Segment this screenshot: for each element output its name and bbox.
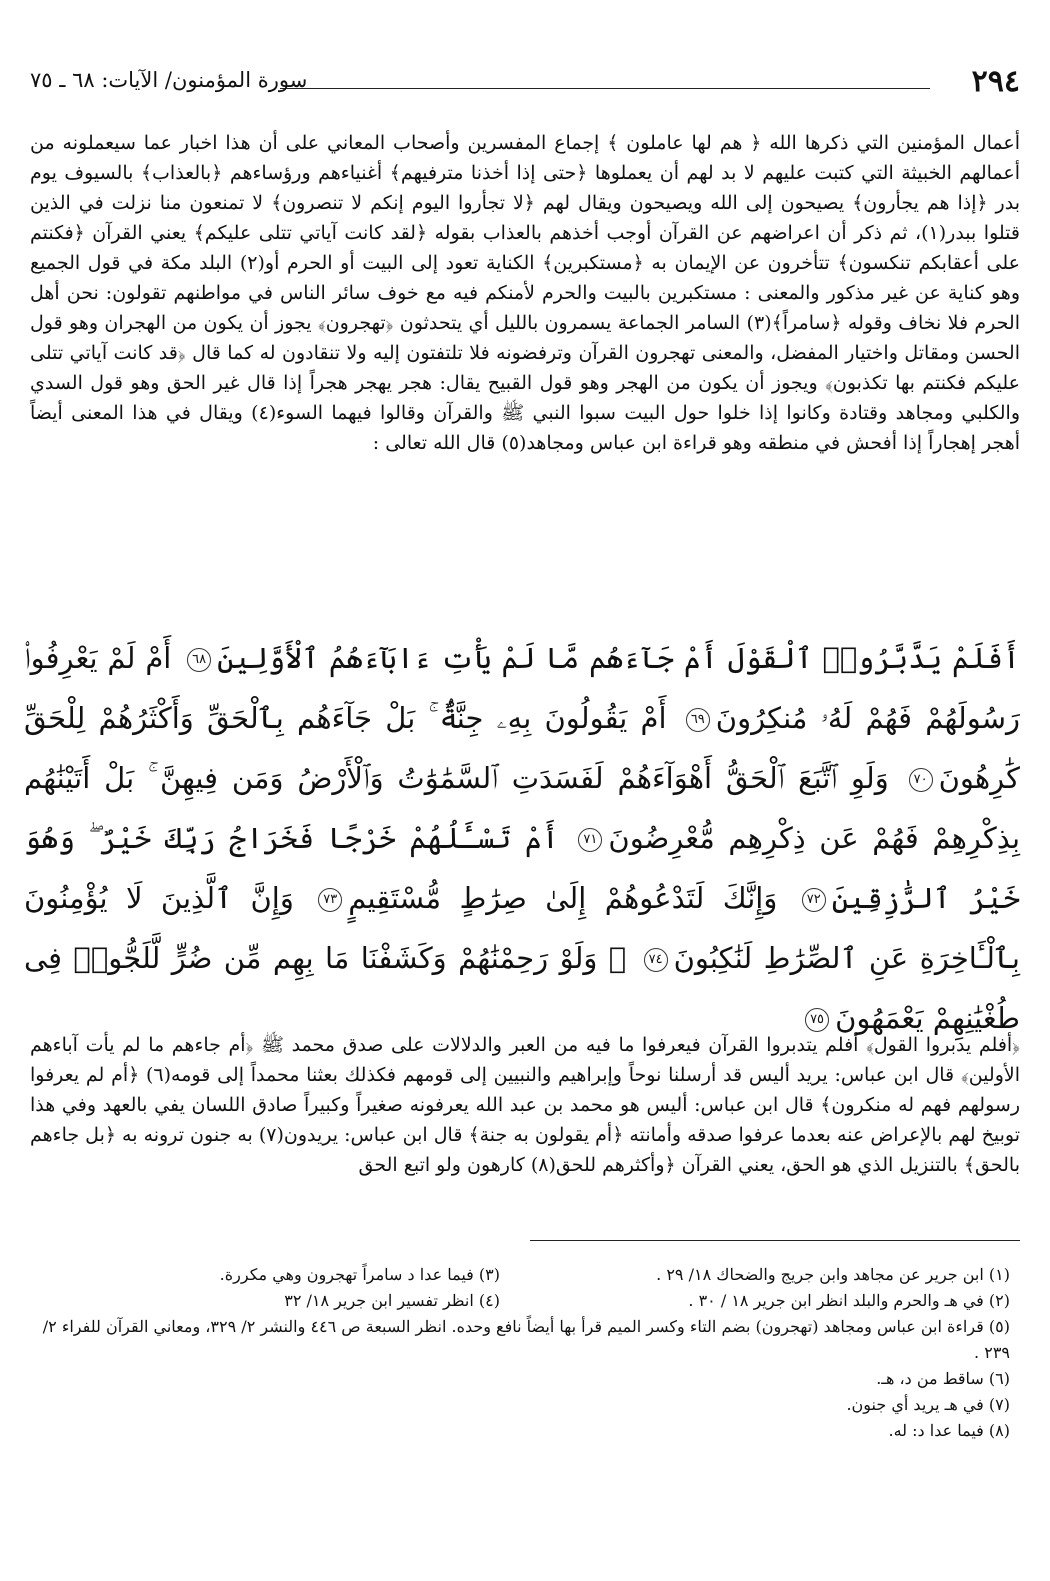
verse-text: وَإِنَّكَ لَتَدْعُوهُمْ إِلَىٰ صِرَٰطٍ مُّسْتَقِيمٍ (348, 881, 778, 915)
verse-number: ٧٥ (805, 1008, 829, 1032)
verse-text: وَلَوِ ٱتَّبَعَ ٱلْحَقُّ أَهْوَآءَهُمْ لَفَسَدَتِ ٱلسَّمَٰوَٰتُ وَٱلْأَرْضُ وَمَن فِيهِنَّ ۚ بَلْ أَتَيْنَٰهُم بِذِكْرِهِمْ فَهُمْ عَن ذِكْرِهِم مُّعْرِضُونَ (24, 761, 1021, 855)
verse-text: أَفَلَمْ يَدَّبَّرُوا۟ ٱلْقَوْلَ أَمْ جَآءَهُم مَّا لَمْ يَأْتِ ءَابَآءَهُمُ ٱلْأَوَّلِينَ (217, 641, 1020, 675)
verse-number: ٦٩ (686, 708, 710, 732)
tafsir-text (30, 1030, 1020, 1180)
verse-number: ٦٨ (187, 648, 211, 672)
footnote-row (30, 1262, 1010, 1314)
footnote-5: (٥) قراءة ابن عباس ومجاهد (تهجرون) بضم التاء وكسر الميم قرأ بها أيضاً نافع وحده. انظر السبعة ص ٤٤٦ والنشر ٢/ ٣٢٩، ومعاني القرآن للفراء ٢/ ٢٣٩ . (42, 1317, 1010, 1362)
footnote-1: (١) ابن جرير عن مجاهد وابن جريج والضحاك ١٨/ ٢٩ . (656, 1265, 1010, 1284)
page-number: ٢٩٤ (971, 64, 1020, 99)
verse-text: وَإِنَّ ٱلَّذِينَ لَا يُؤْمِنُونَ بِٱلْـَٔاخِرَةِ عَنِ ٱلصِّرَٰطِ لَنَٰكِبُونَ (24, 881, 1020, 975)
verse-text: أَمْ يَقُولُونَ بِهِۦ جِنَّةٌۢ ۚ بَلْ جَآءَهُم بِٱلْحَقِّ وَأَكْثَرُهُمْ لِلْحَقِّ كَٰرِهُونَ (24, 701, 1020, 795)
footnote-3: (٣) فيما عدا د سامراً تهجرون وهي مكررة. (219, 1265, 500, 1284)
header-rule (280, 88, 930, 89)
footnote-4: (٤) انظر تفسير ابن جرير ١٨/ ٣٢ (284, 1291, 500, 1310)
tafsir-paragraph: ﴿أفلم يدبروا القول﴾ أفلم يتدبروا القرآن فيعرفوا ما فيه من العبر والدلالات على صدق محمد ﷺ ﴿أم جاءهم ما لم يأت آباءهم الأولين﴾ قال ابن عباس: يريد أليس قد أرسلنا نوحاً وإبراهيم والنبيين إلى قومهم فكذلك بعثنا محمداً إلى قومه(٦) ﴿أم لم يعرفوا رسولهم فهم له منكرون﴾ قال ابن عباس: أليس هو محمد بن عبد الله يعرفونه صغيراً وكبيراً صادق اللسان يفي بالعهد وفي هذا توبيخ لهم بالإعراض عنه بعدما عرفوا صدقه وأمانته ﴿أم يقولون به جنة﴾ قال ابن عباس: يريدون(٧) به جنون ترونه به ﴿بل جاءهم بالحق﴾ بالتنزيل الذي هو الحق، يعني القرآن ﴿وأكثرهم للحق(٨) كارهون ولو اتبع الحق (30, 1034, 1020, 1176)
quran-verses (24, 628, 1020, 1048)
verse-number: ٧٠ (909, 768, 933, 792)
surah-title: سورة المؤمنون/ الآيات: ٦٨ ـ ٧٥ (30, 68, 308, 92)
verse-number: ٧٢ (802, 888, 826, 912)
verse-text: أَمْ لَمْ يَعْرِفُوا۟ رَسُولَهُمْ فَهُمْ لَهُۥ مُنكِرُونَ (24, 641, 1021, 735)
footnote-8: (٨) فيما عدا د: له. (888, 1421, 1010, 1440)
verse-number: ٧١ (578, 828, 602, 852)
footnotes (30, 1262, 1010, 1444)
footnote-7: (٧) في هـ يريد أي جنون. (846, 1395, 1010, 1414)
verse-number: ٧٣ (318, 888, 342, 912)
footnote-2: (٢) في هـ والحرم والبلد انظر ابن جرير ١٨ / ٣٠ . (688, 1291, 1010, 1310)
footnote-rule (530, 1240, 1020, 1241)
verse-number: ٧٤ (644, 948, 668, 972)
verse-text: أَمْ تَسْـَٔلُهُمْ خَرْجًا فَخَرَاجُ رَبِّكَ خَيْرٌ ۖ وَهُوَ خَيْرُ ٱلرَّٰزِقِينَ (24, 821, 1021, 915)
commentary-paragraph: أعمال المؤمنين التي ذكرها الله ﴿ هم لها عاملون ﴾ إجماع المفسرين وأصحاب المعاني على أن هذا اخبار عما سيعملونه من أعمالهم الخبيثة التي كتبت عليهم لا بد لهم أن يعملوها ﴿حتى إذا أخذنا مترفيهم﴾ أغنياءهم ورؤساءهم ﴿بالعذاب﴾ بالسيوف يوم بدر ﴿إذا هم يجأرون﴾ يصيحون إلى الله ويصيحون ويقال لهم ﴿لا تجأروا اليوم إنكم لا تنصرون﴾ لا تمنعون منا نزلت في الذين قتلوا ببدر(١)، ثم ذكر أن اعراضهم عن القرآن أوجب أخذهم بالعذاب بقوله ﴿لقد كانت آياتي تتلى عليكم﴾ يعني القرآن ﴿فكنتم على أعقابكم تنكسون﴾ تتأخرون عن الإيمان به ﴿مستكبرين﴾ الكناية تعود إلى البيت أو الحرم أو(٢) البلد مكة في قول الجميع وهو كناية عن غير مذكور والمعنى : مستكبرين بالبيت والحرم لأمنكم فيه مع خوف سائر الناس في مواطنهم تقولون: نحن أهل الحرم فلا نخاف وقوله ﴿سامراً﴾(٣) السامر الجماعة يسمرون بالليل أي يتحدثون ﴿تهجرون﴾ يجوز أن يكون من الهجران وهو قول الحسن ومقاتل واختيار المفضل، والمعنى تهجرون القرآن وترفضونه فلا تلتفتون إليه ولا تنقادون له كما قال ﴿قد كانت آياتي تتلى عليكم فكنتم بها تكذبون﴾ ويجوز أن يكون من الهجر وهو قول القبيح يقال: هجر يهجر هجراً إذا قال غير الحق وهو قول السدي والكلبي ومجاهد وقتادة وكانوا إذا خلوا حول البيت سبوا النبي ﷺ والقرآن وقالوا فيهما السوء(٤) ويقال في هذا المعنى أيضاً أهجر إهجاراً إذا أفحش في منطقه وهو قراءة ابن عباس ومجاهد(٥) قال الله تعالى : (30, 132, 1021, 454)
verse-text: ۞ وَلَوْ رَحِمْنَٰهُمْ وَكَشَفْنَا مَا بِهِم مِّن ضُرٍّ لَّلَجُّوا۟ فِى طُغْيَٰنِهِمْ يَعْمَهُونَ (24, 941, 1020, 1035)
footnote-6: (٦) ساقط من د، هـ. (876, 1369, 1010, 1388)
page-header (30, 58, 1020, 102)
commentary-text (30, 128, 1020, 458)
